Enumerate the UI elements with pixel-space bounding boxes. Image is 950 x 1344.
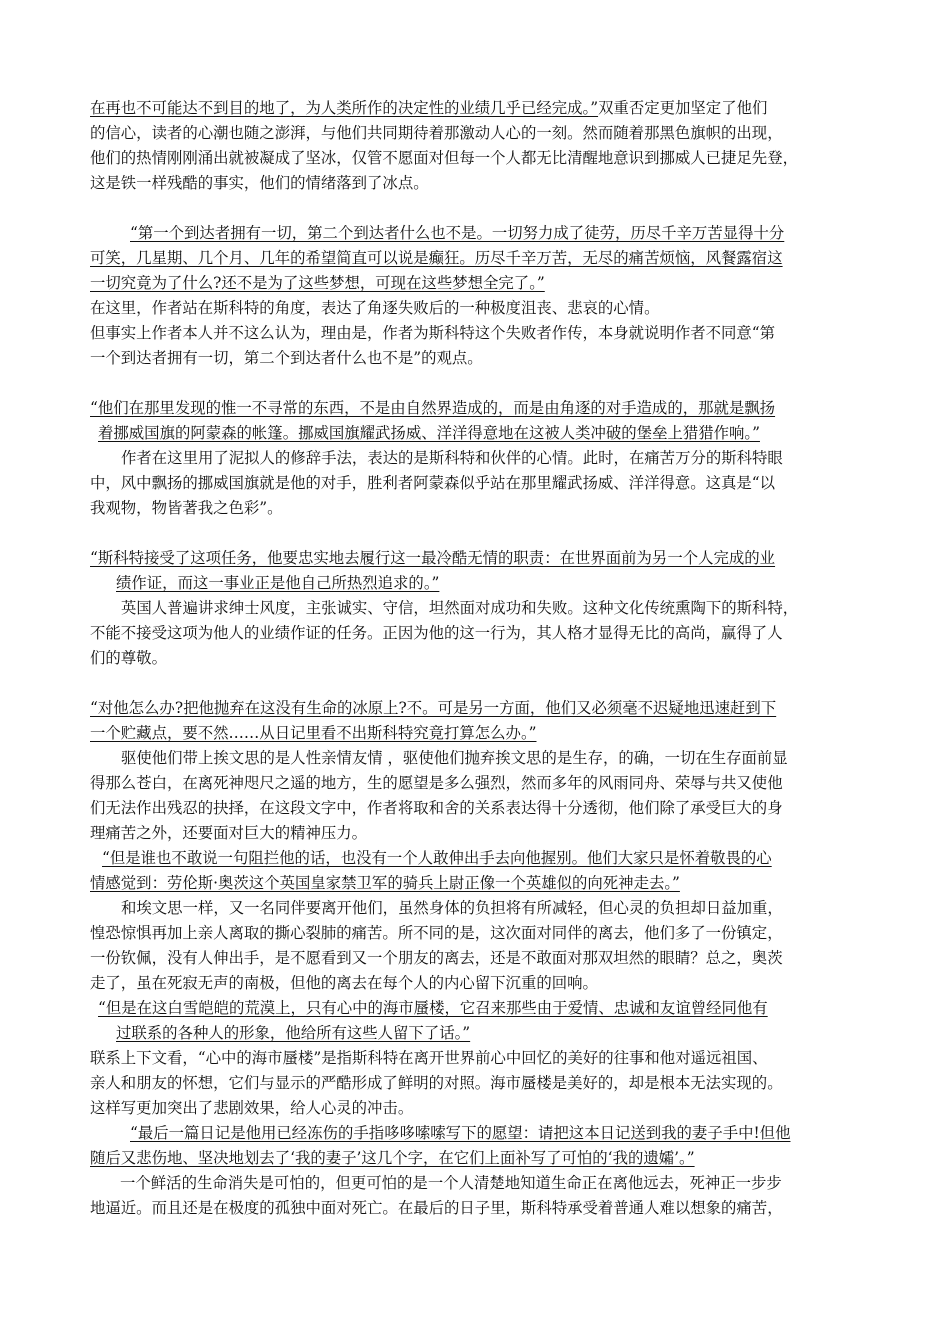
commentary-text: 理痛苦之外，还要面对巨大的精神压力。	[90, 824, 368, 842]
blank-line	[90, 671, 860, 696]
text-line	[90, 1021, 860, 1046]
commentary-text: 我观物，物皆著我之色彩”。	[90, 499, 283, 517]
text-line	[90, 1121, 860, 1146]
commentary-text: 英国人普遍讲求绅士风度，主张诚实、守信，坦然面对成功和失败。这种文化传统熏陶下的斯科特，	[121, 599, 799, 617]
text-line	[90, 596, 860, 621]
text-line	[90, 896, 860, 921]
commentary-text: 一个鲜活的生命消失是可怕的，但更可怕的是一个人清楚地知道生命正在离他远去，死神正一步步	[120, 1174, 782, 1192]
quoted-excerpt: 随后又悲伤地、坚决地划去了‘我的妻子’这几个字，在它们上面补写了可怕的‘我的遗孀’。”	[90, 1149, 695, 1167]
commentary-text: 得那么苍白，在离死神咫尺之遥的地方，生的愿望是多么强烈，然而多年的风雨同舟、荣辱与共又使他	[90, 774, 783, 792]
commentary-text: 一份钦佩，没有人伸出手，是不愿看到又一个朋友的离去，还是不敢面对那双坦然的眼睛？总之，奥茨	[90, 949, 783, 967]
text-line	[90, 996, 860, 1021]
text-line	[90, 321, 860, 346]
text-line	[90, 971, 860, 996]
text-line	[90, 121, 860, 146]
commentary-text: 亲人和朋友的怀想，它们与显示的严酷形成了鲜明的对照。海市蜃楼是美好的，却是根本无法实现的。	[90, 1074, 783, 1092]
text-line	[90, 1146, 860, 1171]
quoted-excerpt: 可笑，几星期、几个月、几年的希望简直可以说是癫狂。历尽千辛万苦，无尽的痛苦烦恼，风餐露宿这	[90, 249, 783, 267]
text-line	[90, 546, 860, 571]
commentary-text: 地逼近。而且还是在极度的孤独中面对死亡。在最后的日子里，斯科特承受着普通人难以想象的痛苦，	[90, 1199, 783, 1217]
quoted-excerpt: 在再也不可能达不到目的地了，为人类所作的决定性的业绩几乎已经完成。”	[90, 99, 599, 117]
text-line	[90, 221, 860, 246]
quoted-excerpt: “他们在那里发现的惟一不寻常的东西，不是由自然界造成的，而是由角逐的对手造成的，那就是飘扬	[90, 399, 776, 417]
text-line	[90, 621, 860, 646]
quoted-excerpt: 着挪威国旗的阿蒙森的帐篷。挪威国旗耀武扬威、洋洋得意地在这被人类冲破的堡垒上猎猎作响。”	[98, 424, 760, 442]
quoted-excerpt: 情感觉到：劳伦斯·奥茨这个英国皇家禁卫军的骑兵上尉正像一个英雄似的向死神走去。”	[90, 874, 680, 892]
text-line	[90, 721, 860, 746]
text-line	[90, 246, 860, 271]
text-line	[90, 571, 860, 596]
text-line	[90, 871, 860, 896]
commentary-text: 这样写更加突出了悲剧效果，给人心灵的冲击。	[90, 1099, 414, 1117]
quoted-excerpt: “但是谁也不敢说一句阻拦他的话，也没有一个人敢伸出手去向他握别。他们大家只是怀着敬畏的心	[102, 849, 772, 867]
text-line	[90, 471, 860, 496]
text-line	[90, 796, 860, 821]
text-line	[90, 1046, 860, 1071]
commentary-text: 双重否定更加坚定了他们	[598, 99, 768, 117]
quoted-excerpt: “但是在这白雪皑皑的荒漠上，只有心中的海市蜃楼，它召来那些由于爱情、忠诚和友谊曾经同他有	[98, 999, 768, 1017]
text-line	[90, 846, 860, 871]
text-line	[90, 821, 860, 846]
commentary-text: 联系上下文看，“心中的海市蜃楼”是指斯科特在离开世界前心中回忆的美好的往事和他对遥远祖国、	[90, 1049, 768, 1067]
commentary-text: 但事实上作者本人并不这么认为，理由是，作者为斯科特这个失败者作传，本身就说明作者不同意“第	[90, 324, 776, 342]
commentary-text: 的信心，读者的心潮也随之澎湃，与他们共同期待着那激动人心的一刻。然而随着那黑色旗帜的出现，	[90, 124, 783, 142]
commentary-text: 不能不接受这项为他人的业绩作证的任务。正因为他的这一行为，其人格才显得无比的高尚，赢得了人	[90, 624, 783, 642]
quoted-excerpt: 过联系的各种人的形象，他给所有这些人留下了话。”	[116, 1024, 471, 1042]
quoted-excerpt: 绩作证，而这一事业正是他自己所热烈追求的。”	[116, 574, 440, 592]
commentary-text: 一个到达者拥有一切，第二个到达者什么也不是”的观点。	[90, 349, 483, 367]
text-line	[90, 946, 860, 971]
text-line	[90, 646, 860, 671]
quoted-excerpt: “最后一篇日记是他用已经冻伤的手指哆哆嗦嗦写下的愿望：请把这本日记送到我的妻子手中!但他	[130, 1124, 791, 1142]
text-line	[90, 921, 860, 946]
commentary-text: 走了，虽在死寂无声的南极，但他的离去在每个人的内心留下沉重的回响。	[90, 974, 598, 992]
text-line	[90, 396, 860, 421]
text-line	[90, 1171, 860, 1196]
quoted-excerpt: “对他怎么办?把他抛弃在这没有生命的冰原上?不。可是另一方面，他们又必须毫不迟疑地迅速赶到下	[90, 699, 777, 717]
text-line	[90, 96, 860, 121]
text-line	[90, 346, 860, 371]
commentary-text: 他们的热情刚刚涌出就被凝成了坚冰，仅管不愿面对但每一个人都无比清醒地意识到挪威人已捷足先登，	[90, 149, 798, 167]
text-line	[90, 746, 860, 771]
quoted-excerpt: 一个贮藏点，要不然……从日记里看不出斯科特究竟打算怎么办。”	[90, 724, 537, 742]
blank-line	[90, 196, 860, 221]
text-line	[90, 1071, 860, 1096]
text-line	[90, 296, 860, 321]
commentary-text: 惶恐惊惧再加上亲人离取的撕心裂肺的痛苦。所不同的是，这次面对同伴的离去，他们多了一份镇定，	[90, 924, 783, 942]
commentary-text: 们无法作出残忍的抉择，在这段文字中，作者将取和舍的关系表达得十分透彻，他们除了承受巨大的身	[90, 799, 783, 817]
commentary-text: 和埃文思一样，又一名同伴要离开他们，虽然身体的负担将有所减轻，但心灵的负担却日益加重，	[121, 899, 783, 917]
text-line	[90, 271, 860, 296]
commentary-text: 驱使他们带上挨文思的是人性亲情友情 ，驱使他们抛弃挨文思的是生存，的确，一切在生存面前显	[121, 749, 788, 767]
text-line	[90, 1096, 860, 1121]
commentary-text: 作者在这里用了泥拟人的修辞手法，表达的是斯科特和伙伴的心情。此时，在痛苦万分的斯科特眼	[121, 449, 783, 467]
text-line	[90, 696, 860, 721]
quoted-excerpt: “第一个到达者拥有一切，第二个到达者什么也不是。一切努力成了徒劳，历尽千辛万苦显得十分	[130, 224, 785, 242]
commentary-text: 们的尊敬。	[90, 649, 167, 667]
commentary-text: 中，风中飘扬的挪威国旗就是他的对手，胜利者阿蒙森似乎站在那里耀武扬威、洋洋得意。这真是“以	[90, 474, 776, 492]
text-line	[90, 1196, 860, 1221]
text-line	[90, 146, 860, 171]
text-line	[90, 496, 860, 521]
blank-line	[90, 521, 860, 546]
document-page	[90, 96, 860, 1221]
quoted-excerpt: 一切究竟为了什么?还不是为了这些梦想，可现在这些梦想全完了。”	[90, 274, 545, 292]
commentary-text: 这是铁一样残酷的事实，他们的情绪落到了冰点。	[90, 174, 429, 192]
quoted-excerpt: “斯科特接受了这项任务，他要忠实地去履行这一最冷酷无情的职责：在世界面前为另一个人完成的业	[90, 549, 776, 567]
blank-line	[90, 371, 860, 396]
text-line	[90, 421, 860, 446]
text-line	[90, 446, 860, 471]
text-line	[90, 171, 860, 196]
text-line	[90, 771, 860, 796]
commentary-text: 在这里，作者站在斯科特的角度，表达了角逐失败后的一种极度沮丧、悲哀的心情。	[90, 299, 660, 317]
